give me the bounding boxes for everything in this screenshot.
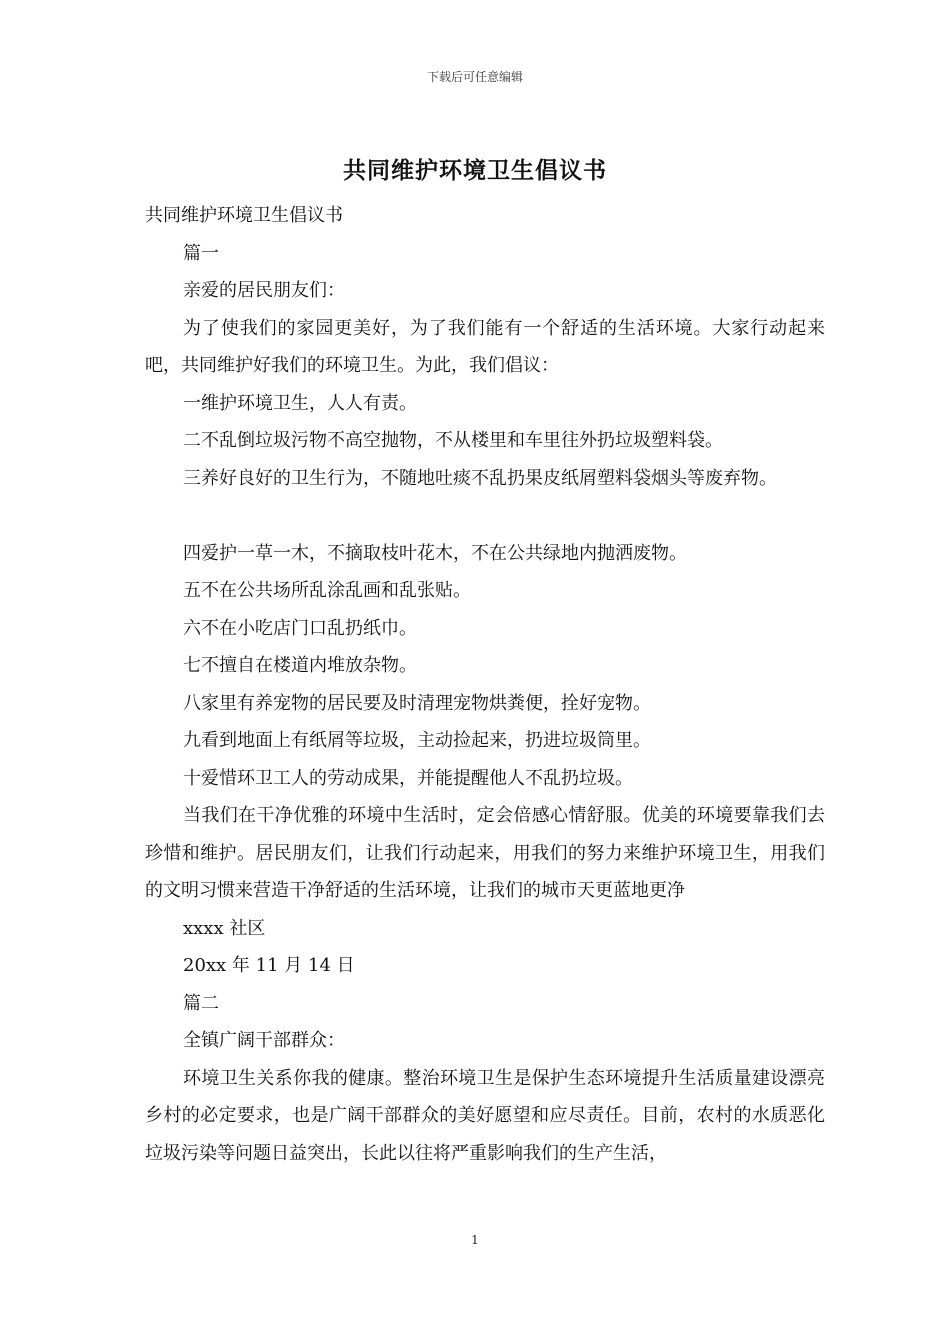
proposal-item-1: 一维护环境卫生，人人有责。 bbox=[183, 392, 417, 414]
blank-line bbox=[145, 497, 825, 535]
proposal-item-8: 八家里有养宠物的居民要及时清理宠物烘粪便，拴好宠物。 bbox=[183, 692, 651, 714]
salutation-1: 亲爱的居民朋友们： bbox=[183, 280, 345, 301]
body-subtitle: 共同维护环境卫生倡议书 bbox=[145, 205, 343, 226]
intro-paragraph: 为了使我们的家园更美好，为了我们能有一个舒适的生活环境。大家行动起来吧，共同维护好我们的环境卫生。为此，我们倡议： bbox=[145, 317, 825, 376]
proposal-item-9: 九看到地面上有纸屑等垃圾，主动捡起来，扔进垃圾筒里。 bbox=[183, 730, 651, 751]
proposal-item-10: 十爱惜环卫工人的劳动成果，并能提醒他人不乱扔垃圾。 bbox=[183, 767, 633, 789]
proposal-item-5: 五不在公共场所乱涂乱画和乱张贴。 bbox=[183, 580, 471, 601]
page-number: 1 bbox=[471, 1233, 479, 1247]
closing-paragraph: 当我们在干净优雅的环境中生活时，定会倍感心情舒服。优美的环境要靠我们去珍惜和维护。居民朋友们，让我们行动起来，用我们的努力来维护环境卫生，用我们的文明习惯来营造干净舒适的生活环境，让我们的城市天更蓝地更净 bbox=[145, 805, 825, 901]
proposal-item-2: 二不乱倒垃圾污物不高空抛物，不从楼里和车里往外扔垃圾塑料袋。 bbox=[183, 430, 723, 451]
section-heading-2: 篇二 bbox=[183, 992, 219, 1014]
document-title: 共同维护环境卫生倡议书 bbox=[343, 157, 607, 184]
proposal-item-4: 四爱护一草一木，不摘取枝叶花木，不在公共绿地内抛洒废物。 bbox=[183, 542, 687, 564]
signature-date: 20xx 年 11 月 14 日 bbox=[183, 955, 355, 976]
section-heading-1: 篇一 bbox=[183, 242, 219, 264]
salutation-2: 全镇广阔干部群众： bbox=[183, 1030, 345, 1051]
proposal-item-7: 七不擅自在楼道内堆放杂物。 bbox=[183, 655, 417, 676]
section-2-paragraph: 环境卫生关系你我的健康。整治环境卫生是保护生态环境提升生活质量建设漂亮乡村的必定要求，也是广阔干部群众的美好愿望和应尽责任。目前，农村的水质恶化垃圾污染等问题日益突出，长此以往将严重影响我们的生产生活， bbox=[145, 1067, 825, 1164]
signature-community: xxxx 社区 bbox=[183, 917, 266, 939]
proposal-item-3: 三养好良好的卫生行为，不随地吐痰不乱扔果皮纸屑塑料袋烟头等废弃物。 bbox=[183, 467, 777, 489]
document-body bbox=[145, 197, 825, 1172]
proposal-item-6: 六不在小吃店门口乱扔纸巾。 bbox=[183, 617, 417, 639]
header-note: 下载后可任意编辑 bbox=[426, 70, 523, 84]
